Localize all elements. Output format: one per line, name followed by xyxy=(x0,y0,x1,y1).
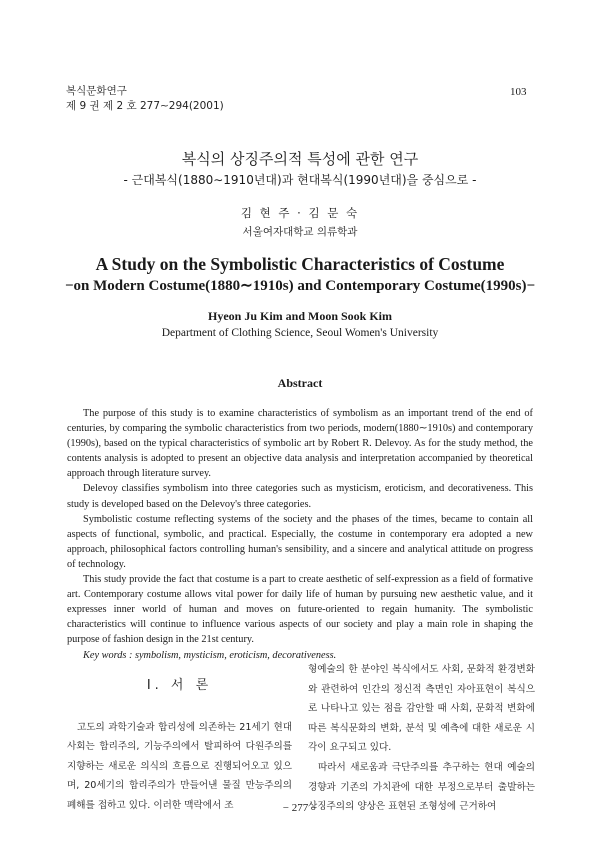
english-title: A Study on the Symbolistic Characteristics of Costume xyxy=(95,254,505,274)
journal-volume: 제 9 권 제 2 호 277∼294(2001) xyxy=(66,100,224,112)
page-number: − 277 − xyxy=(282,802,318,814)
body-paragraph: 고도의 과학기술과 합리성에 의존하는 21세기 현대사회는 합리주의, 기능주의에서 탈피하여 다원주의를 지향하는 새로운 의식의 흐름으로 진행되어오고 있으며, 20세기의 합리주의가 만들어낸 물질 만능주의의 폐해를 접하고 있다. 이러한 맥락에서 조 xyxy=(67,721,292,811)
abstract-paragraph: This study provide the fact that costume is a part to create aesthetic of self-expression as a field of formative art. Contemporary costume allows vital power for daily life of human by pursuing new aesthetic value, and it expresses inner world of human and moves on future-oriented to regain humanity. The symbolistic characteristics will continue to influence various aspects of our society and play a main role in shaping the purpose of fashion design in the 21st century. xyxy=(67,574,533,646)
section-heading: Ⅰ. 서 론 xyxy=(146,678,213,693)
korean-title: 복식의 상징주의적 특성에 관한 연구 xyxy=(181,150,419,168)
abstract-paragraph: Delevoy classifies symbolism into three categories such as mysticism, eroticism, and decorativeness. This study is developed based on the Delevoy's three categories. xyxy=(67,483,533,510)
journal-header xyxy=(66,84,224,114)
korean-authors: 김 현 주 · 김 문 숙 xyxy=(240,206,360,220)
body-right-column xyxy=(308,660,535,817)
english-subtitle: −on Modern Costume(1880∼1910s) and Contemporary Costume(1990s)− xyxy=(64,278,536,294)
body-paragraph: 형예술의 한 분야인 복식에서도 사회, 문화적 환경변화와 관련하여 인간의 정신적 측면인 자아표현이 복식으로 나타나고 있는 점을 감안할 때 사회, 문화적 변화에 따른 복식문화의 변화, 분석 및 예측에 대한 새로운 시각이 요구되고 있다. xyxy=(308,664,535,754)
english-authors: Hyeon Ju Kim and Moon Sook Kim xyxy=(207,309,393,323)
running-page-number: 103 xyxy=(510,86,527,98)
body-left-column xyxy=(67,668,292,816)
korean-subtitle: - 근대복식(1880∼1910년대)과 현대복식(1990년대)을 중심으로 - xyxy=(123,173,477,187)
abstract-heading: Abstract xyxy=(277,376,323,390)
english-affiliation: Department of Clothing Science, Seoul Women's University xyxy=(161,327,439,339)
abstract-paragraph: Symbolistic costume reflecting systems of the society and the phases of the times, became to contain all aspects of functional, symbolic, and practical. Especially, the costume in contemporary era adopted a new approach, philosophical factors controlling human's sensibility, and a sincere and analytical attitude on progress of technology. xyxy=(67,513,533,570)
abstract-body xyxy=(67,406,533,663)
keywords: Key words : symbolism, mysticism, eroticism, decorativeness. xyxy=(83,649,337,661)
journal-name: 복식문화연구 xyxy=(66,85,127,97)
abstract-paragraph: The purpose of this study is to examine characteristics of symbolism as an important trend of the end of centuries, by comparing the symbolic characteristics from two periods, modern(1880∼1910s) and contemporary (1990s), based on the typical characteristics of symbolic art by Robert R. Delevoy. As for the study method, the contents analysis is adopted to present an objective data analysis and interpretation accompanied by theoretical approach through literature survey. xyxy=(67,408,533,480)
korean-affiliation: 서울여자대학교 의류학과 xyxy=(242,226,358,238)
body-paragraph: 따라서 새로움과 극단주의를 추구하는 현대 예술의 경향과 기존의 가치관에 대한 부정으로부터 출발하는 상징주의의 양상은 표현된 조형성에 근거하여 xyxy=(308,761,535,813)
